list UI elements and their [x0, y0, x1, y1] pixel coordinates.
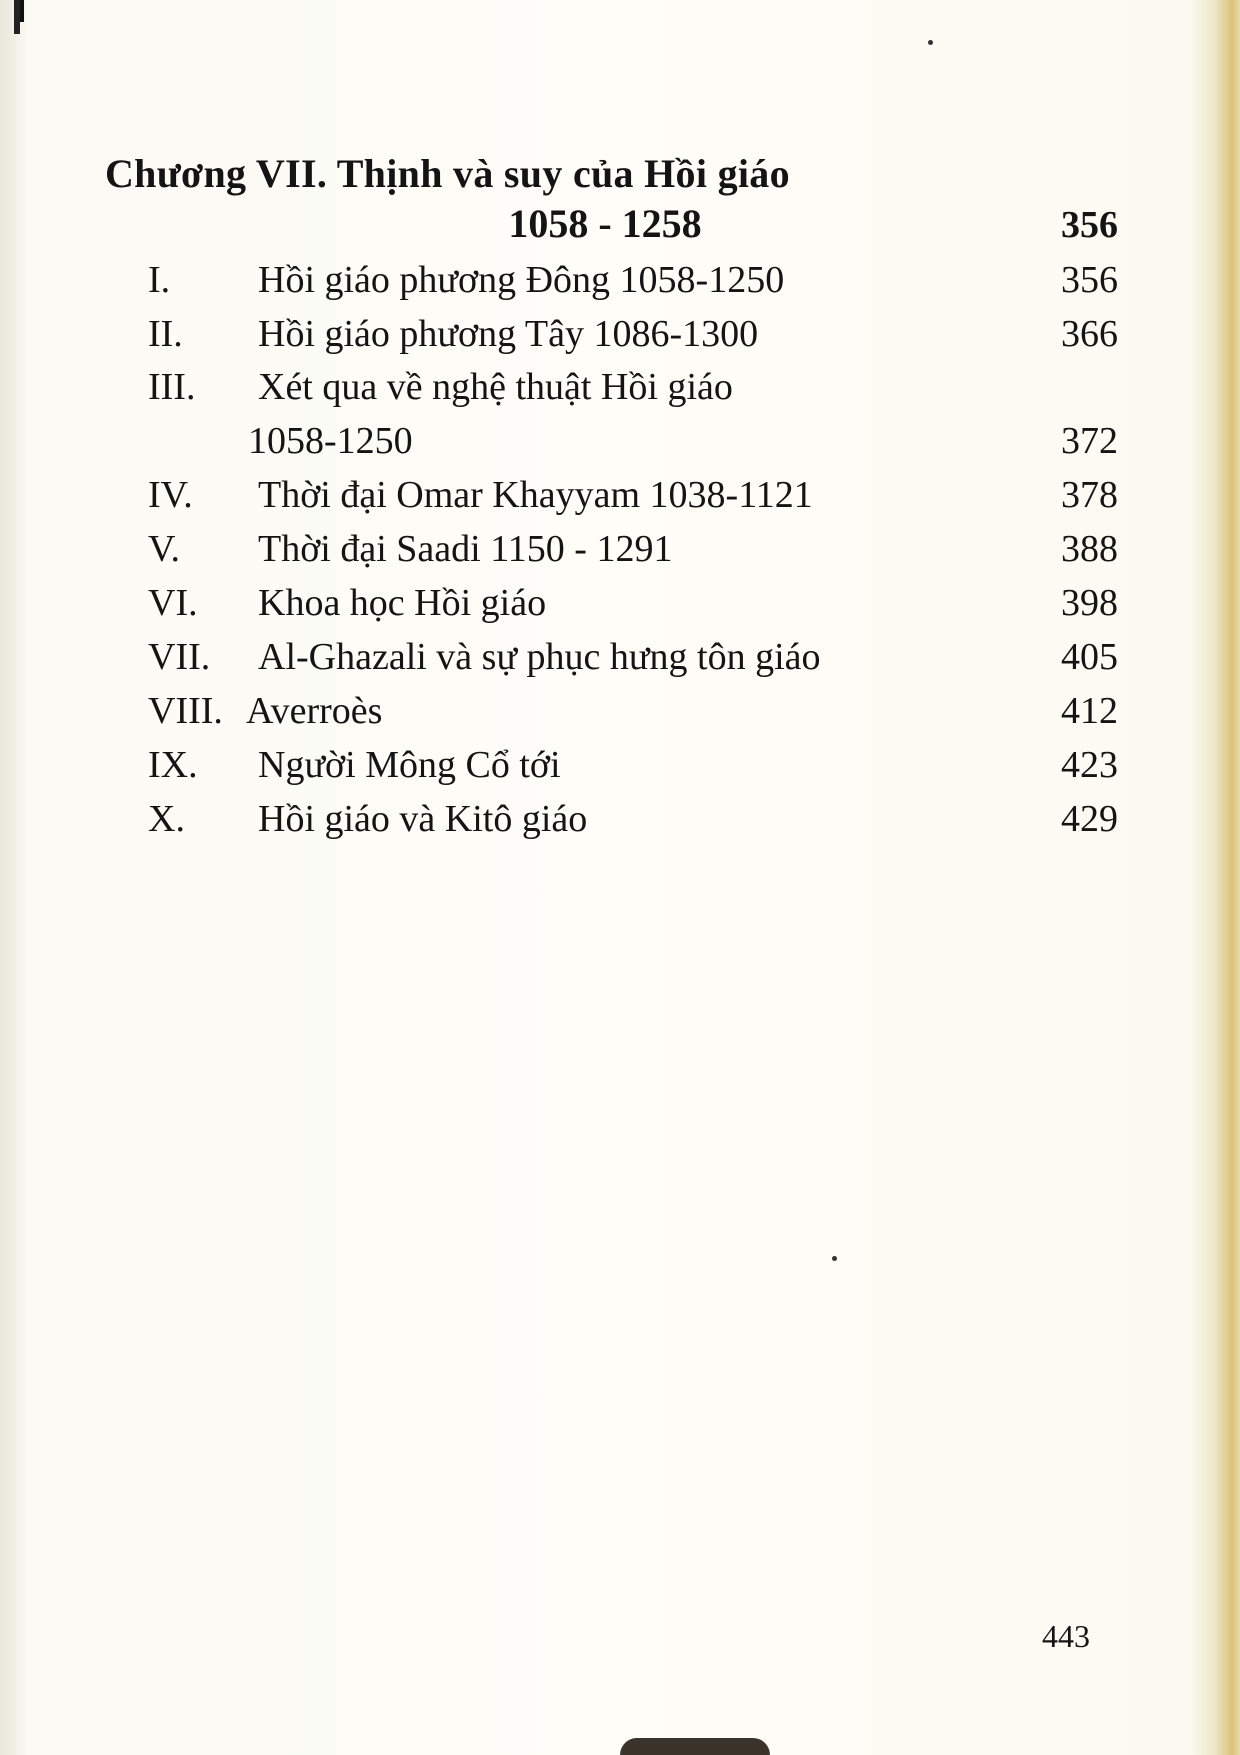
page-number: 443: [1042, 1618, 1090, 1654]
toc-entry: [0, 689, 1240, 743]
toc-entry-title: Al-Ghazali và sự phục hưng tôn giáo: [258, 636, 821, 678]
toc-entry-title: Thời đại Omar Khayyam 1038-1121: [258, 474, 813, 516]
toc-entry-title: Averroès: [246, 690, 383, 732]
toc-entry-number: I.: [148, 259, 171, 301]
toc-entry-number: VI.: [148, 582, 198, 624]
toc-entry-number: IX.: [148, 744, 198, 786]
chapter-title: Chương VII. Thịnh và suy của Hồi giáo: [105, 151, 790, 196]
toc-entry-page: 366: [1061, 313, 1118, 355]
toc-entry-title: Xét qua về nghệ thuật Hồi giáo: [258, 366, 733, 408]
toc-entry-title-continuation: 1058-1250: [248, 420, 413, 462]
toc-entry-title: Khoa học Hồi giáo: [258, 582, 547, 624]
toc-entry-page: 429: [1061, 798, 1118, 840]
toc-entry-page: 388: [1061, 528, 1118, 570]
toc-entry-title: Hồi giáo phương Tây 1086-1300: [258, 313, 759, 355]
toc-entry: [0, 527, 1240, 581]
paper-speck: [832, 1256, 837, 1261]
toc-entry: [0, 581, 1240, 635]
toc-entry-number: X.: [148, 798, 185, 840]
toc-entry-number: VII.: [148, 636, 211, 678]
toc-entry-title: Hồi giáo phương Đông 1058-1250: [258, 259, 785, 301]
toc-entry-number: V.: [148, 528, 181, 570]
toc-entry-page: 412: [1061, 690, 1118, 732]
toc-entry: [0, 312, 1240, 366]
toc-entry-title: Thời đại Saadi 1150 - 1291: [258, 528, 673, 570]
toc-entry: [0, 365, 1240, 462]
toc-entry-number: VIII.: [148, 690, 223, 732]
toc-entry: [0, 797, 1240, 851]
toc-entry: [0, 635, 1240, 689]
toc-entry-page: 398: [1061, 582, 1118, 624]
toc-entry: [0, 258, 1240, 312]
toc-entry-page: 423: [1061, 744, 1118, 786]
toc-entry-number: II.: [148, 313, 183, 355]
toc-entry-number: III.: [148, 366, 196, 408]
toc-entry-page: 372: [1061, 420, 1118, 462]
chapter-page-number: 356: [1061, 204, 1118, 246]
paper-speck: [928, 40, 933, 45]
toc-entry: [0, 743, 1240, 797]
toc-entry-page: 356: [1061, 259, 1118, 301]
scan-smudge: [620, 1738, 770, 1755]
toc-entry-page: 378: [1061, 474, 1118, 516]
chapter-years: 1058 - 1258: [508, 201, 702, 246]
toc-entry: [0, 473, 1240, 527]
toc-entry-title: Người Mông Cổ tới: [258, 744, 561, 786]
toc-entry-number: IV.: [148, 474, 193, 516]
toc-entry-title: Hồi giáo và Kitô giáo: [258, 798, 588, 840]
toc-entry-page: 405: [1061, 636, 1118, 678]
